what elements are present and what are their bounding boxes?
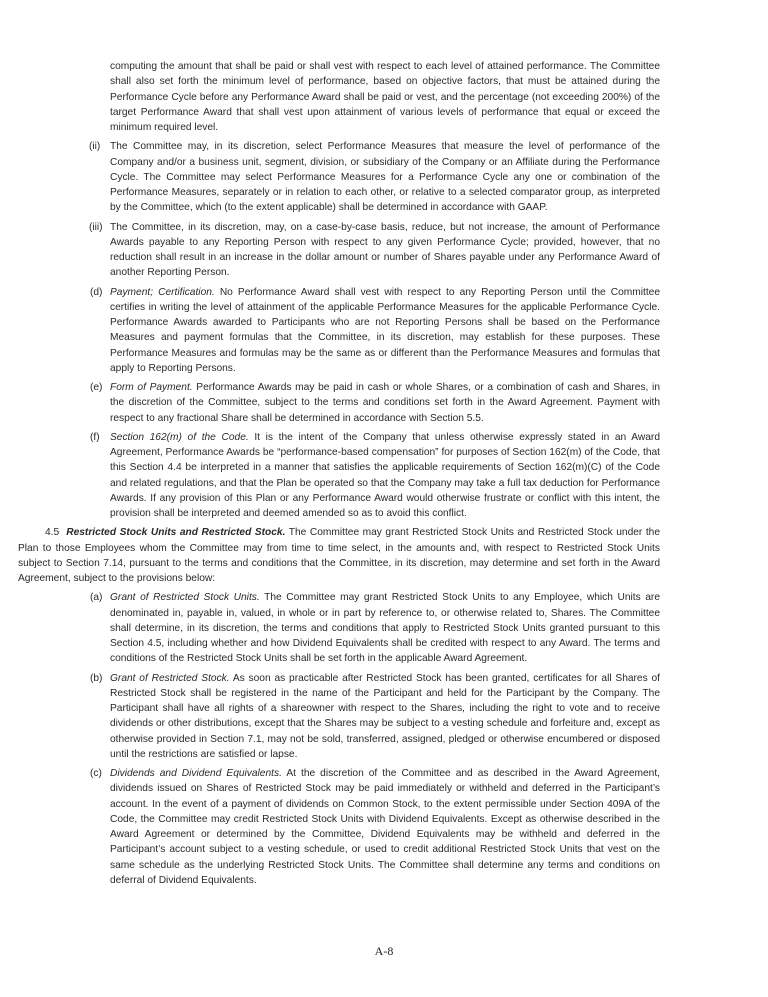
item-heading: Section 162(m) of the Code. xyxy=(110,431,249,443)
item-label: (d) xyxy=(90,286,103,298)
item-text: It is the intent of the Company that unless otherwise expressly stated in an Award Agreement, Performance Awards be “performance-based compensation” for purposes of Section 162(m) of the Code, that this Section 4.4 be interpreted in a manner that satisfies the applicable requirements of Section 162(m)(C) of the Code and related regulations, and that the Plan be operated so that the Company may take a full tax deduction for Performance Awards. If any provision of this Plan or any Performance Award would otherwise frustrate or conflict with this intent, the provision shall be interpreted and deemed amended so as to avoid this conflict. xyxy=(110,431,660,519)
item-d xyxy=(90,285,660,377)
item-text: As soon as practicable after Restricted Stock has been granted, certificates for all Shares of Restricted Stock shall be registered in the name of the Participant and held for the Participant by the Company. The Participant shall have all rights of a shareowner with respect to the Shares, including the right to vote and to receive dividends or other distributions, except that the Shares may be subject to a vesting schedule and forfeiture and, except as otherwise provided in Section 7.1, may not be sold, transferred, assigned, pledged or otherwise encumbered or disposed until the restrictions are satisfied or lapse. xyxy=(110,672,660,760)
subitem-label: (ii) xyxy=(89,141,101,153)
section-heading: Restricted Stock Units and Restricted Stock. xyxy=(66,527,286,539)
item-label: (b) xyxy=(90,672,103,684)
item-heading: Payment; Certification. xyxy=(110,286,215,298)
item-label: (f) xyxy=(90,431,100,443)
item-heading: Grant of Restricted Stock. xyxy=(110,672,230,684)
subitem-text: The Committee, in its discretion, may, on a case-by-case basis, reduce, but not increase, the amount of Performance Awards payable to any Reporting Person with respect to any given Performance Cycle; provided, however, that no reduction shall result in an increase in the dollar amount or number of Shares payable under any Performance Award of another Reporting Person. xyxy=(110,221,660,279)
continued-paragraph: computing the amount that shall be paid or shall vest with respect to each level of attained performance. The Committee shall also set forth the minimum level of performance, based on objective factors, that must be attained during the Performance Cycle before any Performance Award shall be paid or vest, and the percentage (not exceeding 200%) of the target Performance Award that shall vest upon attainment of various levels of performance that equal or exceed the minimum required level. xyxy=(110,61,660,133)
item-b xyxy=(90,671,660,763)
item-text: At the discretion of the Committee and as described in the Award Agreement, dividends issued on Shares of Restricted Stock may be paid immediately or withheld and deferred in the Participant’s account. In the event of a payment of dividends on Common Stock, to the extent permissible under Section 409A of the Code, the Committee may credit Restricted Stock Units with Dividend Equivalents. Except as otherwise described in the Award Agreement or determined by the Committee, Dividend Equivalents may be withheld and deferred in the Participant’s account subject to a vesting schedule, or used to credit additional Restricted Stock Units that vest on the same schedule as the underlying Restricted Stock Units. The Committee shall determine any terms and conditions on deferral of Dividend Equivalents. xyxy=(110,768,660,886)
item-heading: Grant of Restricted Stock Units. xyxy=(110,592,260,604)
item-a xyxy=(90,590,660,666)
section-text: The Committee may grant Restricted Stock Units and Restricted Stock under the Plan to those Employees whom the Committee may from time to time select, in the amounts and, with respect to Restricted Stock Units subject to Section 7.14, pursuant to the terms and conditions that the Committee, in its discretion, may determine and set forth in the Award Agreement, subject to the provisions below: xyxy=(18,527,660,584)
subitem-ii xyxy=(89,139,660,215)
section-number: 4.5 xyxy=(45,527,60,539)
subitem-iii xyxy=(89,220,660,281)
document-page xyxy=(0,59,768,892)
item-f xyxy=(90,430,660,522)
item-text: The Committee may grant Restricted Stock Units to any Employee, which Units are denominated in, payable in, valued, in whole or in part by reference to, or otherwise related to, Shares. The Committee shall determine, in its discretion, the terms and conditions that apply to Restricted Stock Units granted pursuant to this Section 4.5, including whether and how Dividend Equivalents shall be credited with respect to any Award. The terms and conditions of the Restricted Stock Units shall be set forth in the applicable Award Agreement. xyxy=(110,592,660,665)
item-text: Performance Awards may be paid in cash or whole Shares, or a combination of cash and Shares, in the discretion of the Committee, subject to the terms and conditions set forth in the Award Agreement. Payment with respect to any fractional Share shall be determined in accordance with Section 5.5. xyxy=(110,382,660,424)
item-heading: Dividends and Dividend Equivalents. xyxy=(110,768,282,779)
item-label: (c) xyxy=(90,768,102,779)
item-heading: Form of Payment. xyxy=(110,382,193,393)
item-c xyxy=(90,766,660,888)
item-label: (e) xyxy=(90,382,103,393)
subitem-label: (iii) xyxy=(89,221,103,233)
item-label: (a) xyxy=(90,592,103,604)
section-4-5 xyxy=(18,525,660,586)
page-number: A-8 xyxy=(374,944,394,958)
item-e xyxy=(90,380,660,426)
item-text: No Performance Award shall vest with respect to any Reporting Person until the Committee certifies in writing the level of attainment of the applicable Performance Measures for the applicable Performance Cycle. Performance Awards awarded to Participants who are not Reporting Persons shall be based on the Performance Measures and payment formulas that the Committee, in its discretion, may establish for these purposes. These Performance Measures and formulas may be the same as or different than the Performance Measures and formulas that apply to Reporting Persons. xyxy=(110,286,660,374)
subitem-text: The Committee may, in its discretion, select Performance Measures that measure the level of performance of the Company and/or a business unit, segment, division, or subsidiary of the Company or an Affiliate during the Performance Cycle. The Committee may select Performance Measures for a Performance Cycle any one or combination of the Performance Measures, separately or in relation to each other, or relative to a selected comparator group, as interpreted by the Committee, which (to the extent applicable) shall be determined in accordance with GAAP. xyxy=(110,141,660,214)
